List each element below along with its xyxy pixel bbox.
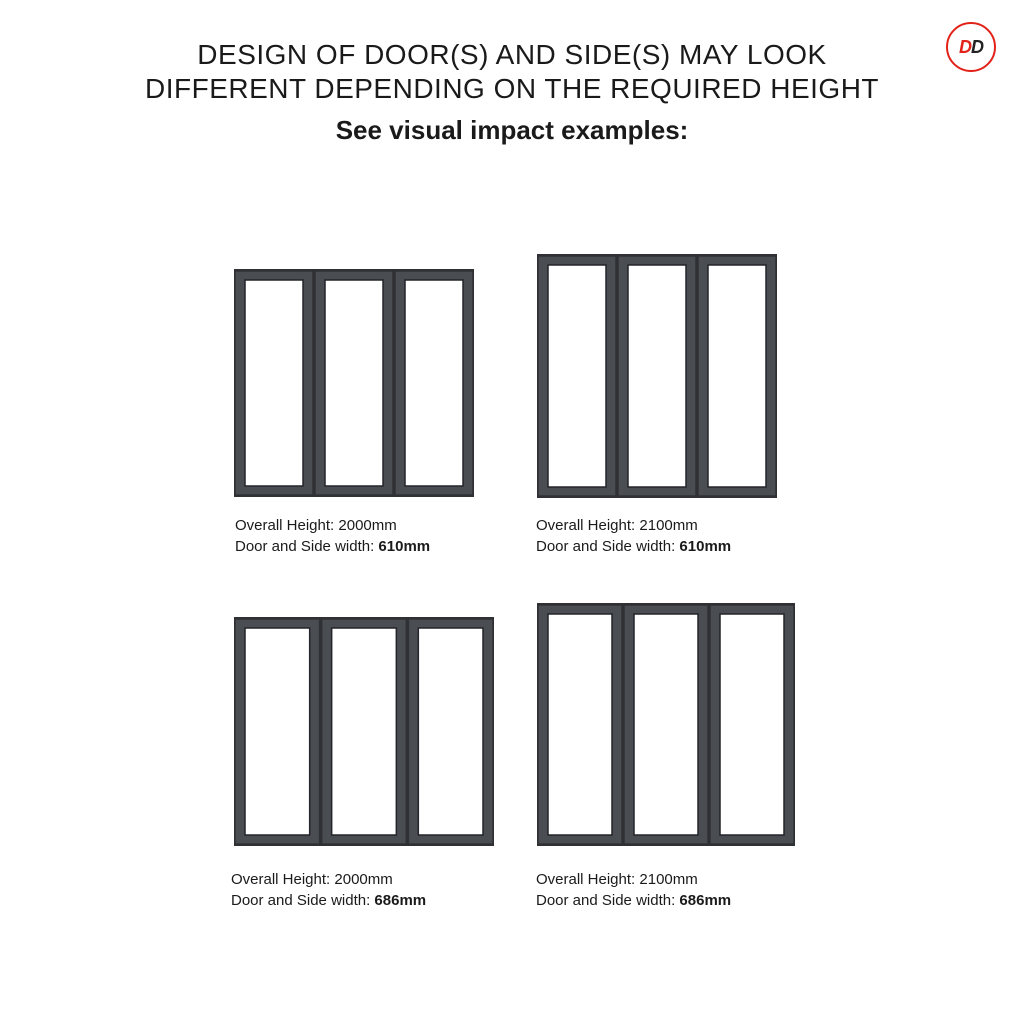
height-value: 2000mm: [338, 517, 397, 534]
glass-pane: [634, 614, 698, 835]
width-value: 610mm: [378, 538, 431, 555]
width-label: Door and Side width:: [235, 538, 375, 555]
height-value: 2000mm: [334, 871, 393, 888]
heading-line-2: DIFFERENT DEPENDING ON THE REQUIRED HEIGHT: [144, 73, 880, 104]
heading-subtitle: See visual impact examples:: [335, 115, 689, 145]
door-set-example-3: [234, 617, 494, 846]
height-label: Overall Height:: [536, 517, 636, 534]
width-value: 610mm: [679, 538, 732, 555]
caption-example-1: [235, 515, 430, 557]
heading-line-1: DESIGN OF DOOR(S) AND SIDE(S) MAY LOOK: [197, 39, 827, 70]
glass-pane: [548, 265, 606, 487]
width-value: 686mm: [679, 892, 732, 909]
door-set-example-2: [537, 254, 777, 498]
caption-example-3: [231, 869, 426, 911]
width-label: Door and Side width:: [231, 892, 371, 909]
glass-pane: [628, 265, 686, 487]
glass-pane: [720, 614, 784, 835]
height-value: 2100mm: [639, 517, 698, 534]
height-label: Overall Height:: [231, 871, 331, 888]
caption-example-2: [536, 515, 731, 557]
glass-pane: [405, 280, 463, 486]
glass-pane: [325, 280, 383, 486]
width-label: Door and Side width:: [536, 538, 676, 555]
height-label: Overall Height:: [536, 871, 636, 888]
door-set-example-4: [537, 603, 795, 846]
glass-pane: [332, 628, 397, 835]
height-label: Overall Height:: [235, 517, 335, 534]
caption-example-4: [536, 869, 731, 911]
glass-pane: [245, 280, 303, 486]
logo-letter-left: D: [959, 36, 971, 57]
logo-letter-right: D: [971, 36, 983, 57]
glass-pane: [245, 628, 310, 835]
width-label: Door and Side width:: [536, 892, 676, 909]
glass-pane: [418, 628, 483, 835]
height-value: 2100mm: [639, 871, 698, 888]
glass-pane: [708, 265, 766, 487]
glass-pane: [548, 614, 612, 835]
door-set-example-1: [234, 269, 474, 497]
width-value: 686mm: [374, 892, 427, 909]
